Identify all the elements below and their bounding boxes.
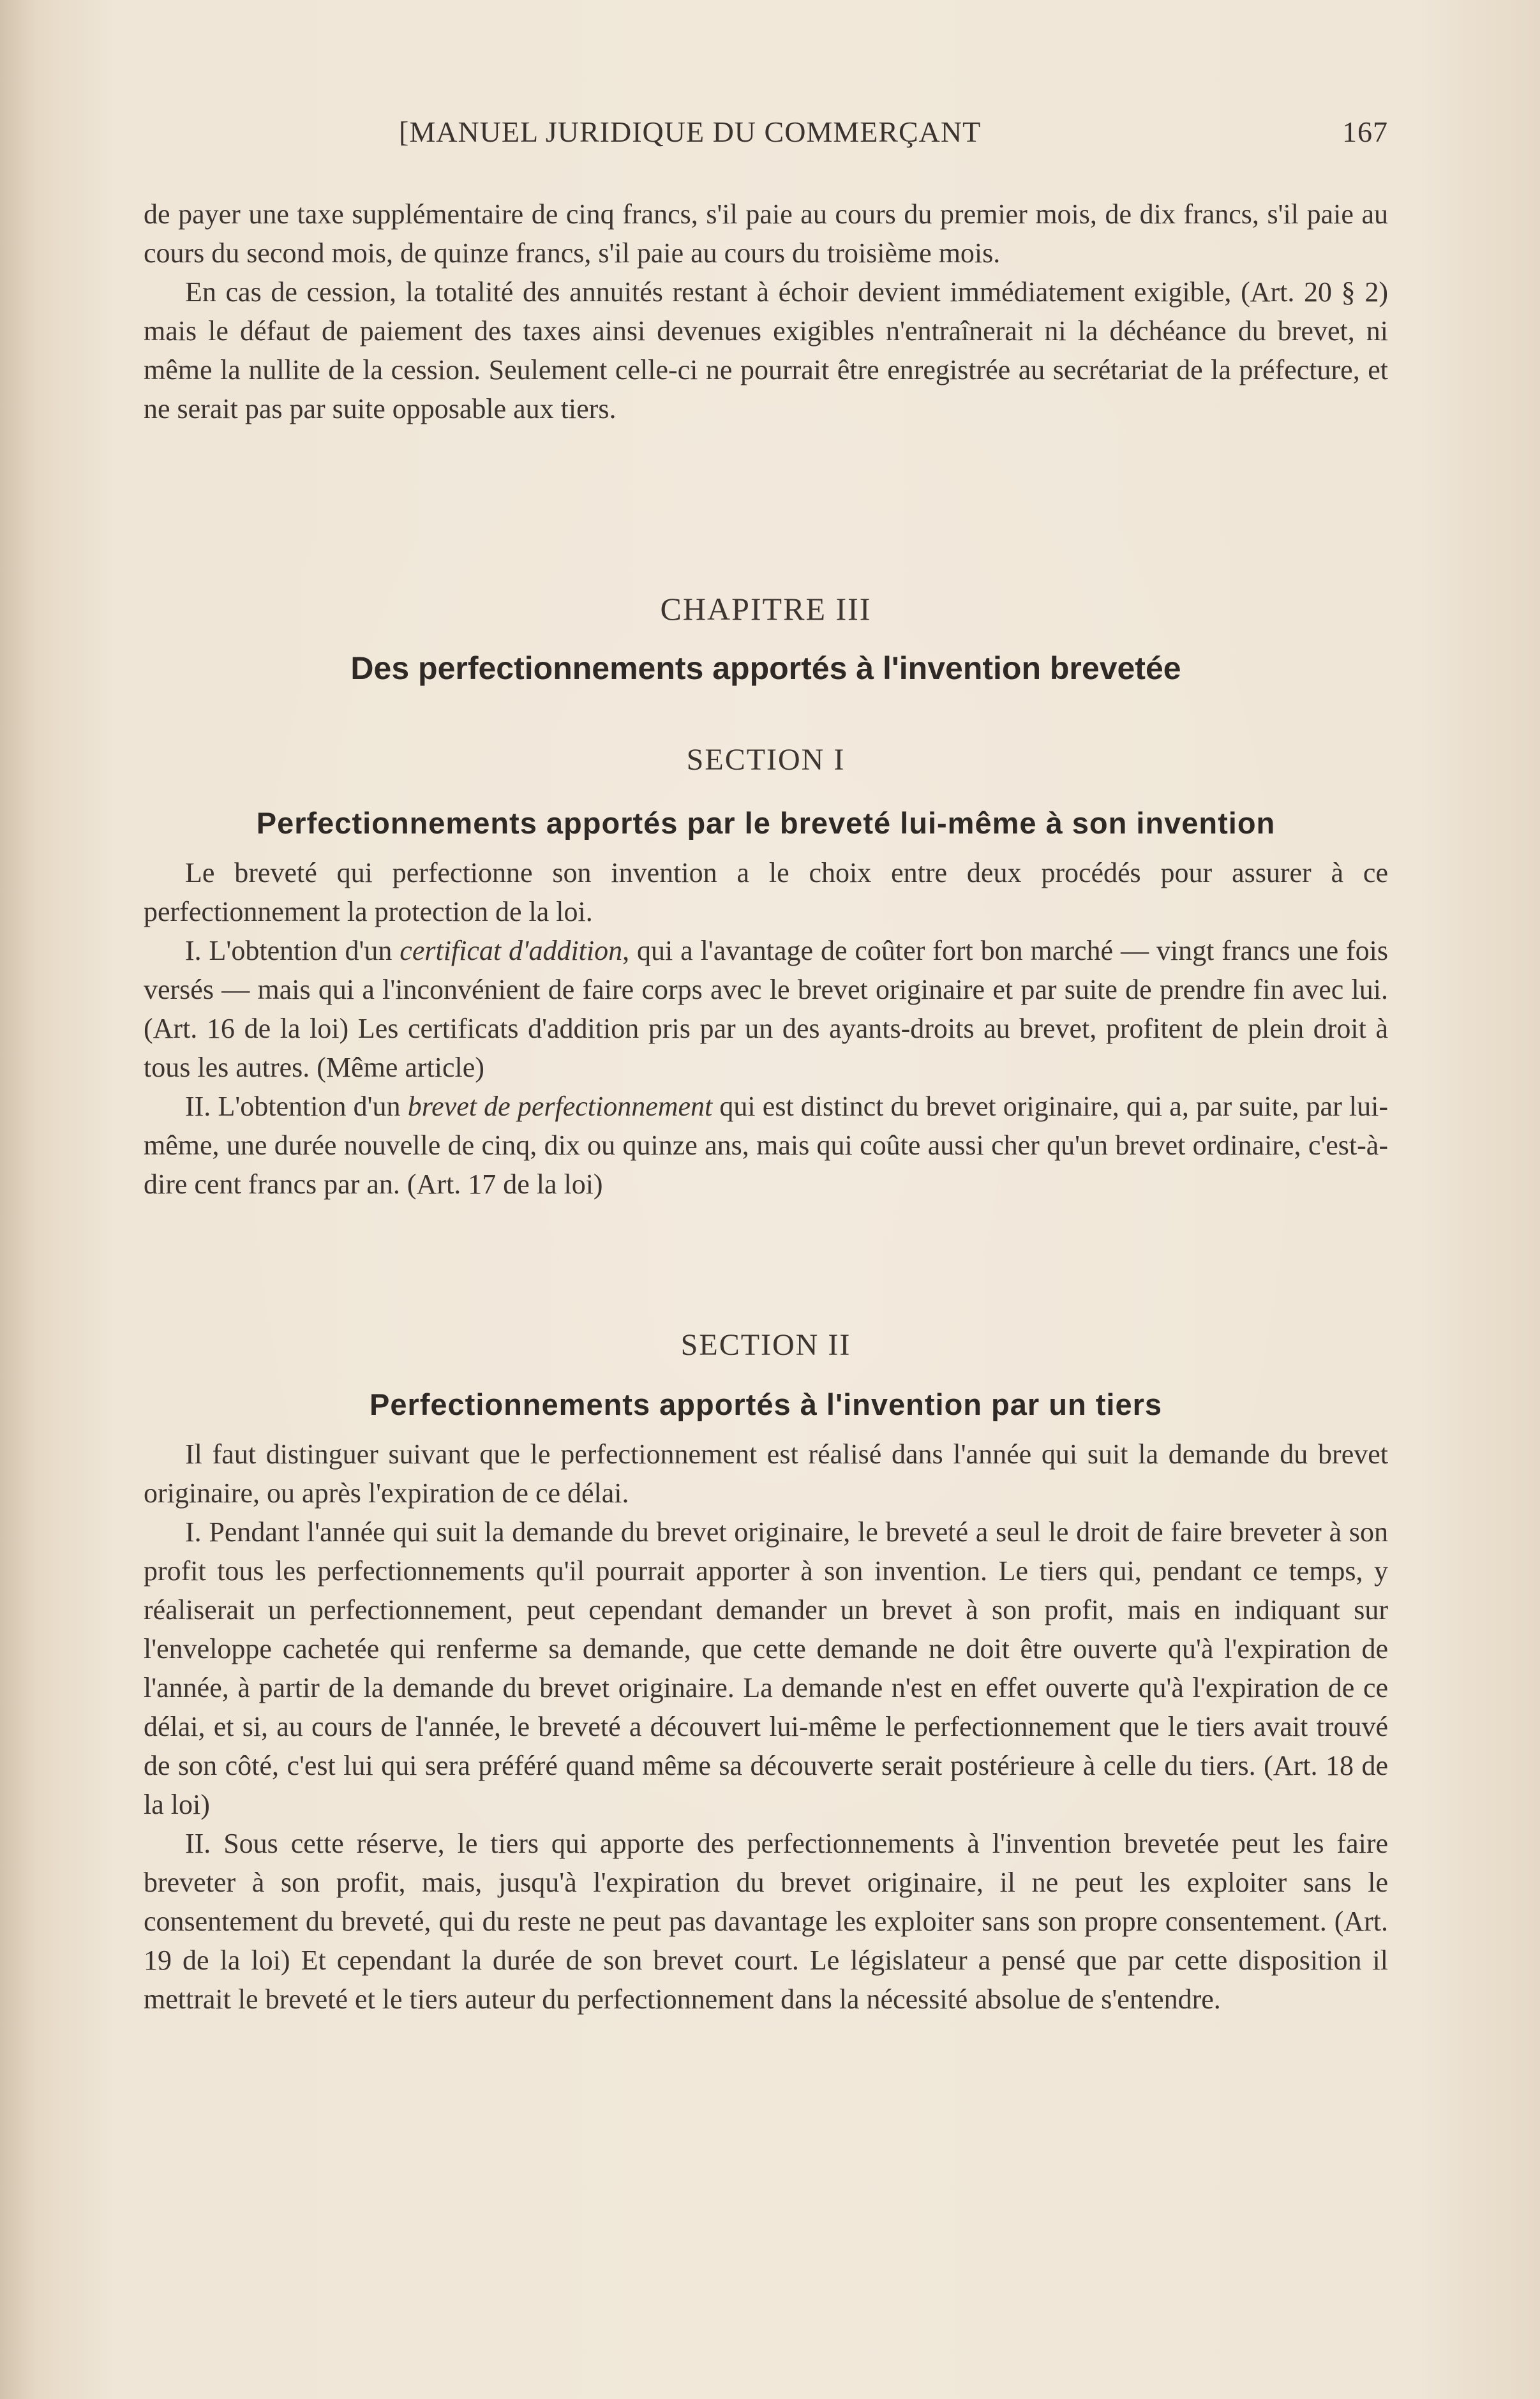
section-1-text [144, 853, 1388, 1204]
section-1-paragraph-3-rest: qui est distinct du brevet originaire, qui a, par suite, par lui-même, une durée nouvelle de cinq, dix ou quinze ans, mais qui coûte aussi cher qu'un brevet ordinaire, c'est-à-dire cent francs par an. (Art. 17 de la loi) [144, 1091, 1388, 1200]
section-1-paragraph-2 [144, 931, 1388, 1087]
section-1-label: SECTION I [686, 743, 846, 777]
running-header [144, 115, 1388, 160]
section-2-text [144, 1435, 1388, 2019]
section-1-paragraph-1: Le breveté qui perfectionne son invention a le choix entre deux procédés pour assurer à ce perfectionnement la protection de la loi. [144, 857, 1388, 927]
certificat-addition-term: certificat d'addition [400, 935, 623, 966]
section-2-paragraph-1: Il faut distinguer suivant que le perfectionnement est réalisé dans l'année qui suit la demande du brevet originaire, ou après l'expiration de ce délai. [144, 1439, 1388, 1509]
chapter-title: Des perfectionnements apportés à l'invention brevetée [350, 650, 1181, 686]
section-1-title: Perfectionnements apportés par le breveté lui-même à son invention [256, 806, 1276, 840]
section-2-title: Perfectionnements apportés à l'invention par un tiers [369, 1387, 1163, 1421]
intro-paragraph-1: de payer une taxe supplémentaire de cinq francs, s'il paie au cours du premier mois, de dix francs, s'il paie au cours du second mois, de quinze francs, s'il paie au cours du troisième mois. [144, 198, 1388, 269]
chapter-label: CHAPITRE III [660, 591, 872, 627]
brevet-perfectionnement-term: brevet de perfectionnement [407, 1091, 713, 1122]
running-title: [MANUEL JURIDIQUE DU COMMERÇANT [399, 116, 982, 148]
section-2-paragraph-3: II. Sous cette réserve, le tiers qui apporte des perfectionnements à l'invention brevetée peut les faire breveter à son profit, mais, jusqu'à l'expiration du brevet originaire, il ne peut les exploiter sans le consentement du breveté, qui du reste ne peut pas davantage les exploiter sans son propre consentement. (Art. 19 de la loi) Et cependant la durée de son brevet court. Le législateur a pensé que par cette disposition il mettrait le breveté et le tiers auteur du perfectionnement dans la nécessité absolue de s'entendre. [144, 1828, 1388, 2015]
section-1-paragraph-2-start: I. L'obtention d'un [185, 935, 400, 966]
section-1-paragraph-3-start: II. L'obtention d'un [185, 1091, 408, 1122]
section-1-paragraph-2-rest: , qui a l'avantage de coûter fort bon marché — vingt francs une fois versés — mais qui a l'inconvénient de faire corps avec le brevet originaire et par suite de prendre fin avec lui. (Art. 16 de la loi) Les certificats d'addition pris par un des ayants-droits au brevet, profitent de plein droit à tous les autres. (Même article) [144, 935, 1389, 1083]
intro-paragraph-2: En cas de cession, la totalité des annuités restant à échoir devient immédiatement exigible, (Art. 20 § 2) mais le défaut de paiement des taxes ainsi devenues exigibles n'entraînerait ni la déchéance du brevet, ni même la nullite de la cession. Seulement celle-ci ne pourrait être enregistrée au secrétariat de la préfecture, et ne serait pas par suite opposable aux tiers. [144, 276, 1388, 424]
section-2-label: SECTION II [680, 1328, 851, 1362]
page-number: 167 [1342, 116, 1388, 148]
intro-text [144, 195, 1388, 428]
section-2-paragraph-2: I. Pendant l'année qui suit la demande du brevet originaire, le breveté a seul le droit de faire breveter à son profit tous les perfectionnements qu'il pourrait apporter à son invention. Le tiers qui, pendant ce temps, y réaliserait un perfectionnement, peut cependant demander un brevet à son profit, mais en indiquant sur l'enveloppe cachetée qui renferme sa demande, que cette demande ne doit être ouverte qu'à l'expiration de l'année, à partir de la demande du brevet originaire. La demande n'est en effet ouverte qu'à l'expiration de ce délai, et si, au cours de l'année, le breveté a découvert lui-même le perfectionnement que le tiers avait trouvé de son côté, c'est lui qui sera préféré quand même sa découverte serait postérieure à celle du tiers. (Art. 18 de la loi) [144, 1516, 1388, 1820]
section-1-paragraph-3 [144, 1087, 1388, 1204]
